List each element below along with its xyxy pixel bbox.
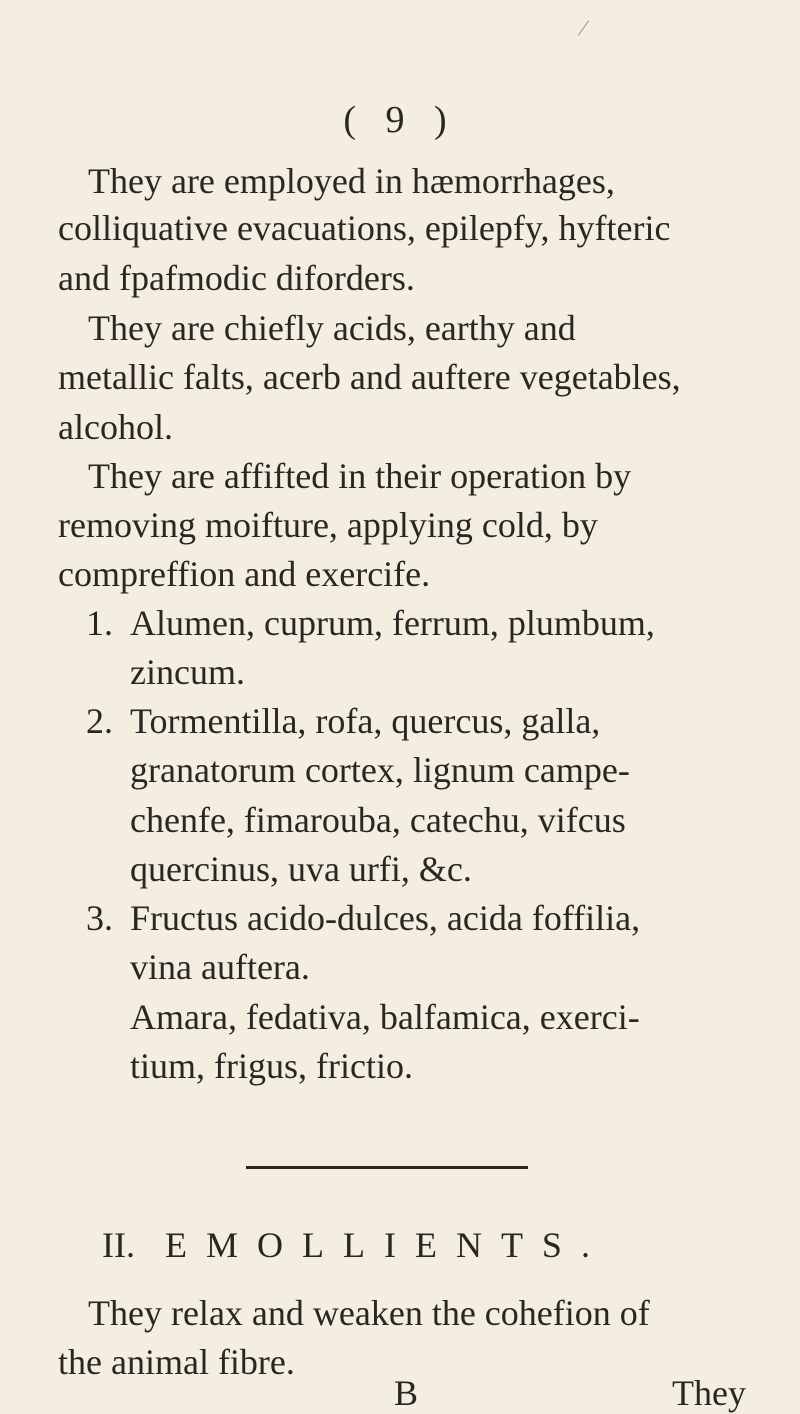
list-item-1-line-1: Alumen, cuprum, ferrum, plumbum, [130, 603, 655, 643]
paragraph-1-line-2: colliquative evacuations, epilepfy, hyfteric [58, 208, 671, 248]
paragraph-3-line-1: They are affifted in their operation by [88, 456, 632, 496]
section-divider [246, 1166, 528, 1169]
paragraph-2-line-3: alcohol. [58, 407, 173, 447]
paragraph-1-line-1: They are employed in hæmorrhages, [88, 161, 615, 201]
list-item-2-line-2: granatorum cortex, lignum campe- [130, 750, 630, 790]
paragraph-1-line-3: and fpafmodic diforders. [58, 258, 415, 298]
list-item-1-line-2: zincum. [130, 652, 245, 692]
section-heading [102, 1224, 609, 1266]
section-title: EMOLLIENTS. [164, 1225, 609, 1265]
list-marker-3: 3. [86, 898, 113, 938]
closing-line-1: Amara, fedativa, balfamica, exerci- [130, 997, 640, 1037]
section-body-line-1: They relax and weaken the cohefion of [88, 1293, 650, 1333]
paragraph-3-line-3: compreffion and exercife. [58, 554, 431, 594]
list-marker-2: 2. [86, 701, 113, 741]
page-number: ( 9 ) [343, 99, 457, 141]
paragraph-2-line-2: metallic falts, acerb and auftere vegetables, [58, 357, 681, 397]
list-marker-1: 1. [86, 603, 113, 643]
section-number: II. [102, 1225, 135, 1265]
list-item-3-line-2: vina auftera. [130, 947, 310, 987]
signature-mark: B [394, 1373, 419, 1413]
paragraph-3-line-2: removing moifture, applying cold, by [58, 505, 598, 545]
catchword: They [672, 1373, 746, 1413]
list-item-2-line-4: quercinus, uva urfi, &c. [130, 849, 472, 889]
paragraph-2-line-1: They are chiefly acids, earthy and [88, 308, 576, 348]
list-item-2-line-3: chenfe, fimarouba, catechu, vifcus [130, 800, 626, 840]
list-item-2-line-1: Tormentilla, rofa, quercus, galla, [130, 701, 601, 741]
margin-mark [578, 20, 597, 41]
closing-line-2: tium, frigus, frictio. [130, 1046, 413, 1086]
list-item-3-line-1: Fructus acido-dulces, acida foffilia, [130, 898, 641, 938]
section-body-line-2: the animal fibre. [58, 1342, 295, 1382]
